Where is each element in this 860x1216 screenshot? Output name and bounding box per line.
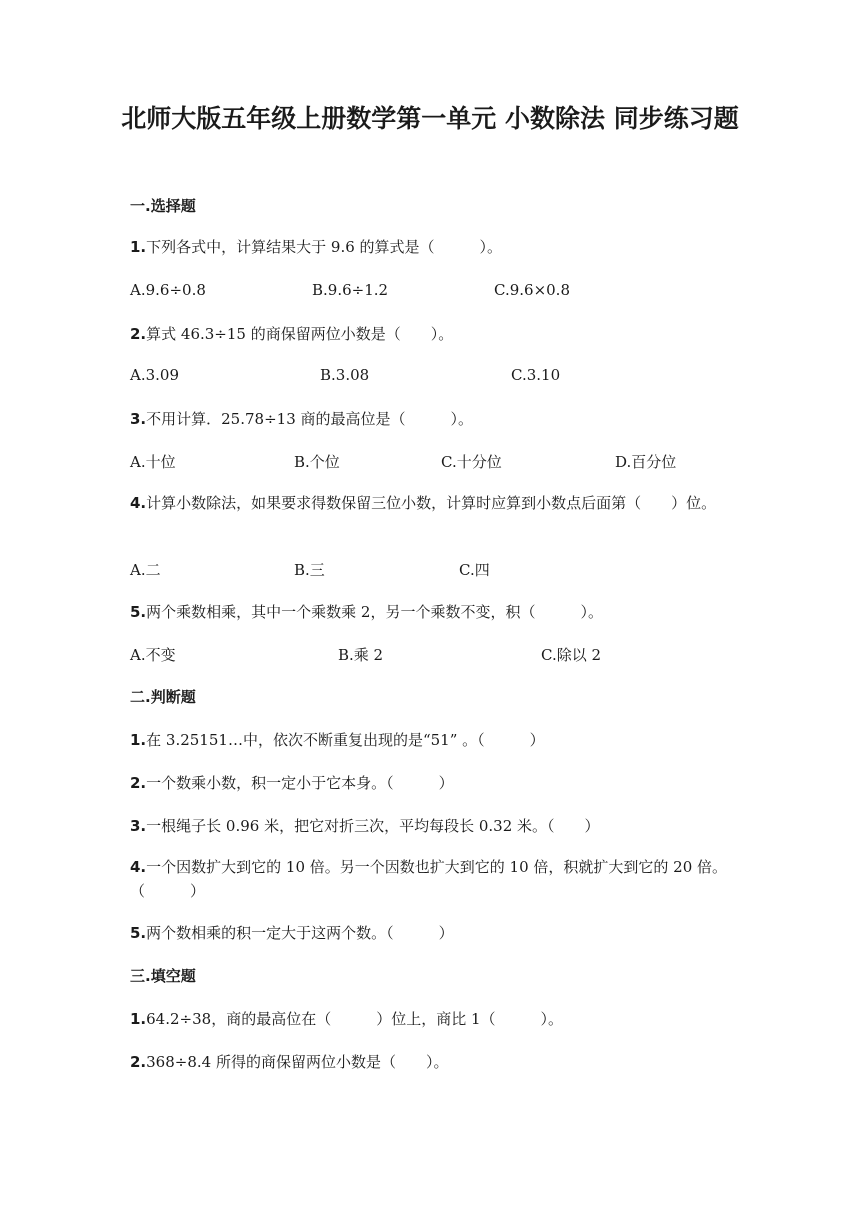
- question-text: 一根绳子长 0.96 米，把它对折三次，平均每段长 0.32 米。（ ）: [146, 817, 600, 835]
- question-number: 5.: [130, 603, 147, 621]
- section-heading-fill-blank: 三.填空题: [130, 967, 196, 985]
- question-tf-3: [130, 815, 600, 836]
- option-a: A.不变: [130, 646, 176, 664]
- question-choice-2: [130, 323, 453, 344]
- option-c: C.3.10: [511, 366, 561, 384]
- option-b: B.9.6÷1.2: [312, 281, 389, 299]
- question-number: 4.: [130, 494, 147, 512]
- option-b: B.3.08: [320, 366, 370, 384]
- section-heading-choice: 一.选择题: [130, 197, 196, 215]
- question-number: 5.: [130, 924, 147, 942]
- question-choice-5: [130, 601, 603, 622]
- option-c: C.十分位: [441, 453, 502, 471]
- question-tf-2: [130, 772, 454, 793]
- option-c: C.除以 2: [541, 646, 602, 664]
- question-text: 不用计算．25.78÷13 商的最高位是（ ）。: [146, 410, 474, 428]
- option-a: A.9.6÷0.8: [130, 281, 206, 299]
- question-number: 4.: [130, 858, 147, 876]
- question-number: 3.: [130, 817, 147, 835]
- question-text: 在 3.25151…中，依次不断重复出现的是“51” 。（ ）: [146, 731, 545, 749]
- option-b: B.个位: [294, 453, 340, 471]
- question-number: 1.: [130, 238, 147, 256]
- question-text: 两个乘数相乘，其中一个乘数乘 2，另一个乘数不变，积（ ）。: [146, 603, 603, 621]
- option-d: D.百分位: [615, 453, 677, 471]
- question-tf-5: [130, 922, 454, 943]
- option-c: C.四: [459, 561, 490, 579]
- question-text: 368÷8.4 所得的商保留两位小数是（ ）。: [146, 1053, 449, 1071]
- option-a: A.二: [130, 561, 161, 579]
- question-number: 1.: [130, 1010, 147, 1028]
- question-number: 2.: [130, 1053, 147, 1071]
- option-a: A.十位: [130, 453, 176, 471]
- question-text: 一个数乘小数，积一定小于它本身。（ ）: [146, 774, 454, 792]
- question-fill-1: [130, 1008, 563, 1029]
- question-choice-3: [130, 408, 473, 429]
- question-fill-2: [130, 1051, 448, 1072]
- question-tf-4: [130, 855, 730, 903]
- question-number: 1.: [130, 731, 147, 749]
- option-b: B.乘 2: [338, 646, 384, 664]
- question-text: 一个因数扩大到它的 10 倍。另一个因数也扩大到它的 10 倍，积就扩大到它的 20 倍。（ ）: [130, 858, 728, 900]
- question-text: 算式 46.3÷15 的商保留两位小数是（ ）。: [146, 325, 454, 343]
- question-tf-1: [130, 729, 545, 750]
- page-title: 北师大版五年级上册数学第一单元 小数除法 同步练习题: [121, 104, 739, 133]
- question-number: 2.: [130, 325, 147, 343]
- option-c: C.9.6×0.8: [494, 281, 570, 299]
- question-number: 2.: [130, 774, 147, 792]
- option-a: A.3.09: [130, 366, 179, 384]
- section-heading-true-false: 二.判断题: [130, 688, 196, 706]
- question-text: 两个数相乘的积一定大于这两个数。（ ）: [146, 924, 454, 942]
- question-choice-1: [130, 236, 502, 257]
- question-choice-4: [130, 491, 730, 515]
- question-text: 下列各式中，计算结果大于 9.6 的算式是（ ）。: [146, 238, 503, 256]
- question-text: 64.2÷38，商的最高位在（ ）位上，商比 1（ ）。: [146, 1010, 564, 1028]
- question-text: 计算小数除法，如果要求得数保留三位小数，计算时应算到小数点后面第（ ）位。: [146, 494, 717, 512]
- question-number: 3.: [130, 410, 147, 428]
- option-b: B.三: [294, 561, 325, 579]
